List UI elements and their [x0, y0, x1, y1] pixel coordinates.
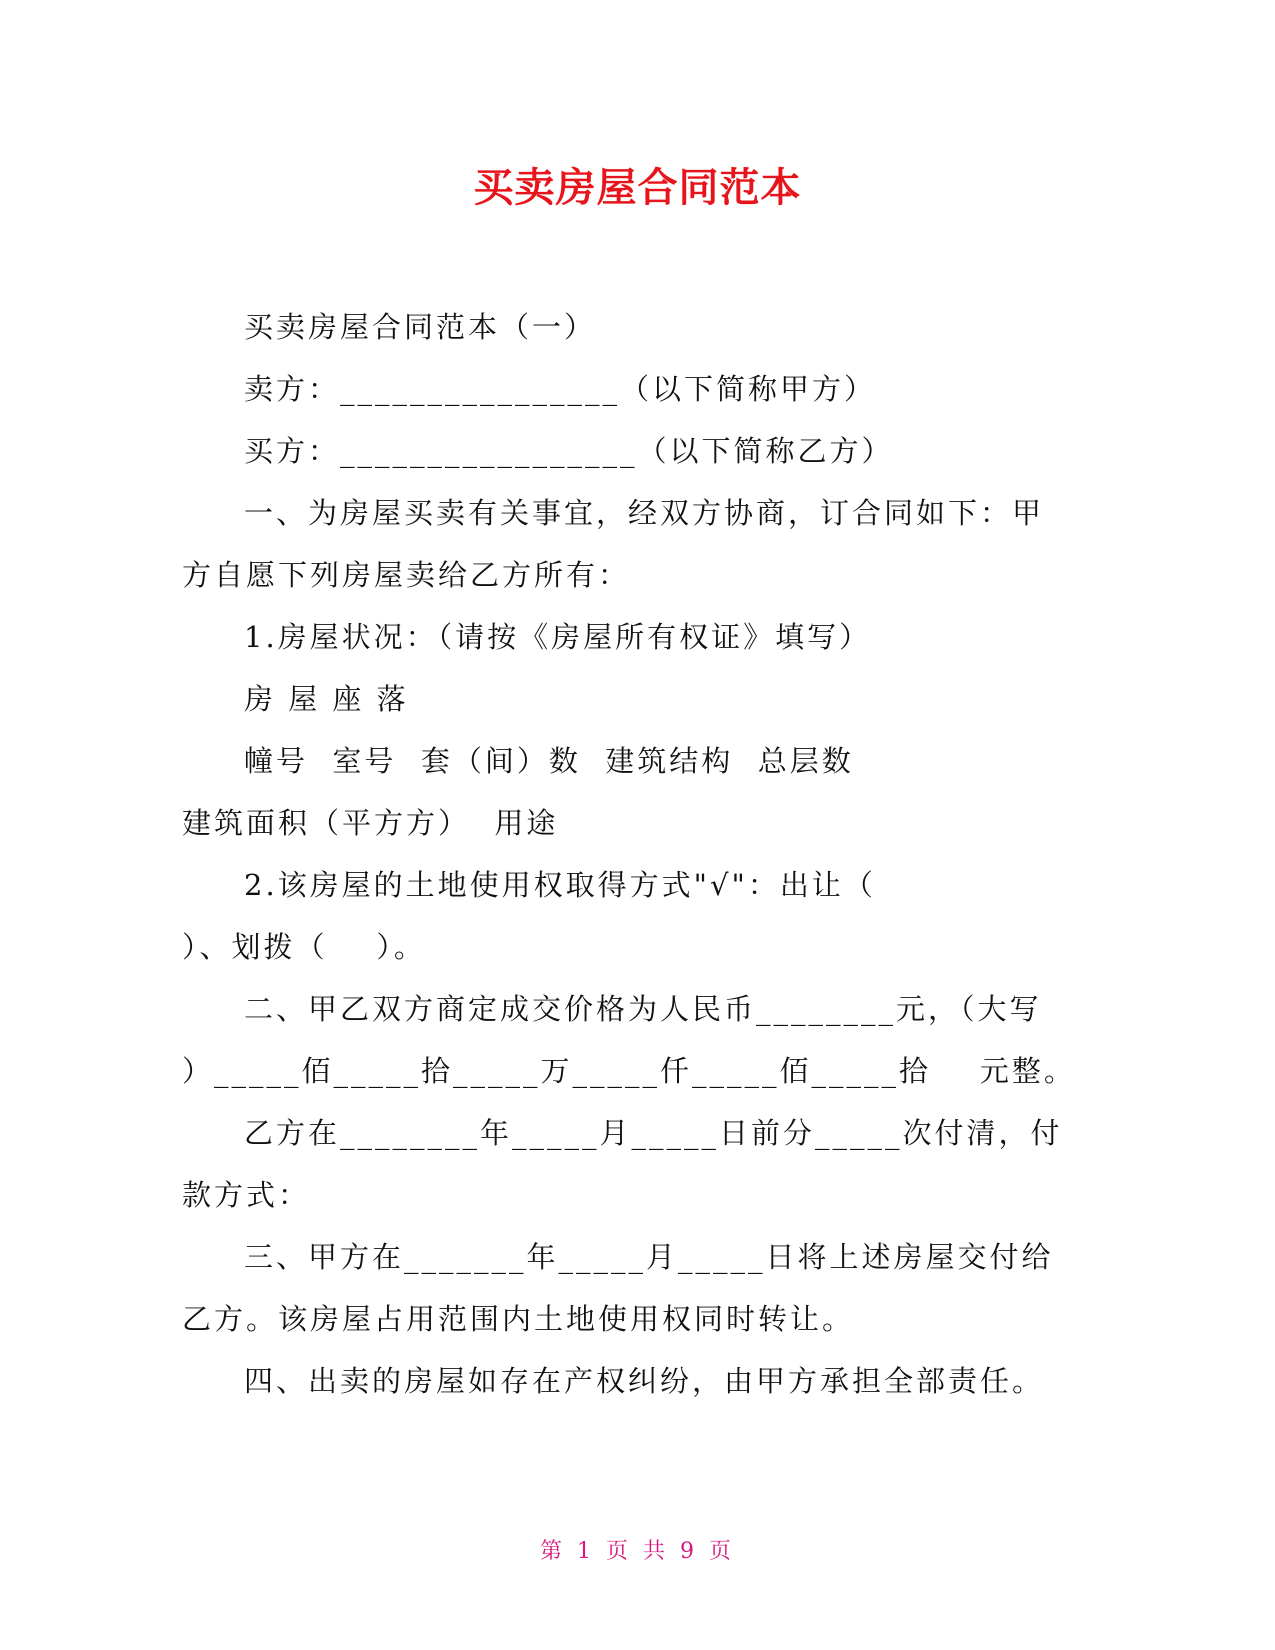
body-line-house-fields: 幢号 室号 套（间）数 建筑结构 总层数	[244, 744, 854, 778]
document-title: 买卖房屋合同范本	[473, 165, 802, 211]
body-line-buyer: 买方：_________________（以下简称乙方）	[244, 434, 894, 468]
page-footer: 第 1 页 共 9 页	[540, 1539, 735, 1564]
body-line-clause-3-cont: 乙方。该房屋占用范围内土地使用权同时转让。	[182, 1302, 855, 1336]
body-line-payment: 乙方在________年_____月_____日前分_____次付清，付	[244, 1116, 1063, 1150]
body-line-clause-3: 三、甲方在_______年_____月_____日将上述房屋交付给	[244, 1240, 1054, 1274]
body-line-land-right-cont: ）、划拨（ ）。	[182, 930, 426, 964]
document-body	[182, 296, 1076, 1412]
body-line-payment-cont: 款方式：	[182, 1178, 311, 1212]
body-line-seller: 卖方：________________（以下简称甲方）	[244, 372, 877, 406]
body-line-clause-2: 二、甲乙双方商定成交价格为人民币________元，（大写	[244, 992, 1042, 1026]
body-line-clause-2-amount: ）_____佰_____拾_____万_____仟_____佰_____拾 元整。	[182, 1054, 1076, 1088]
body-line-clause-1-cont: 方自愿下列房屋卖给乙方所有：	[182, 558, 631, 592]
body-line-subtitle: 买卖房屋合同范本（一）	[244, 310, 597, 344]
body-line-house-location: 房 屋 座 落	[244, 682, 409, 716]
body-line-house-area: 建筑面积（平方方） 用途	[182, 806, 559, 840]
body-line-land-right: 2.该房屋的土地使用权取得方式"√"：出让（	[244, 868, 876, 902]
body-line-house-status: 1.房屋状况：（请按《房屋所有权证》填写）	[244, 620, 872, 654]
body-line-clause-1: 一、为房屋买卖有关事宜，经双方协商，订合同如下：甲	[244, 496, 1045, 530]
body-line-clause-4: 四、出卖的房屋如存在产权纠纷，由甲方承担全部责任。	[244, 1364, 1045, 1398]
